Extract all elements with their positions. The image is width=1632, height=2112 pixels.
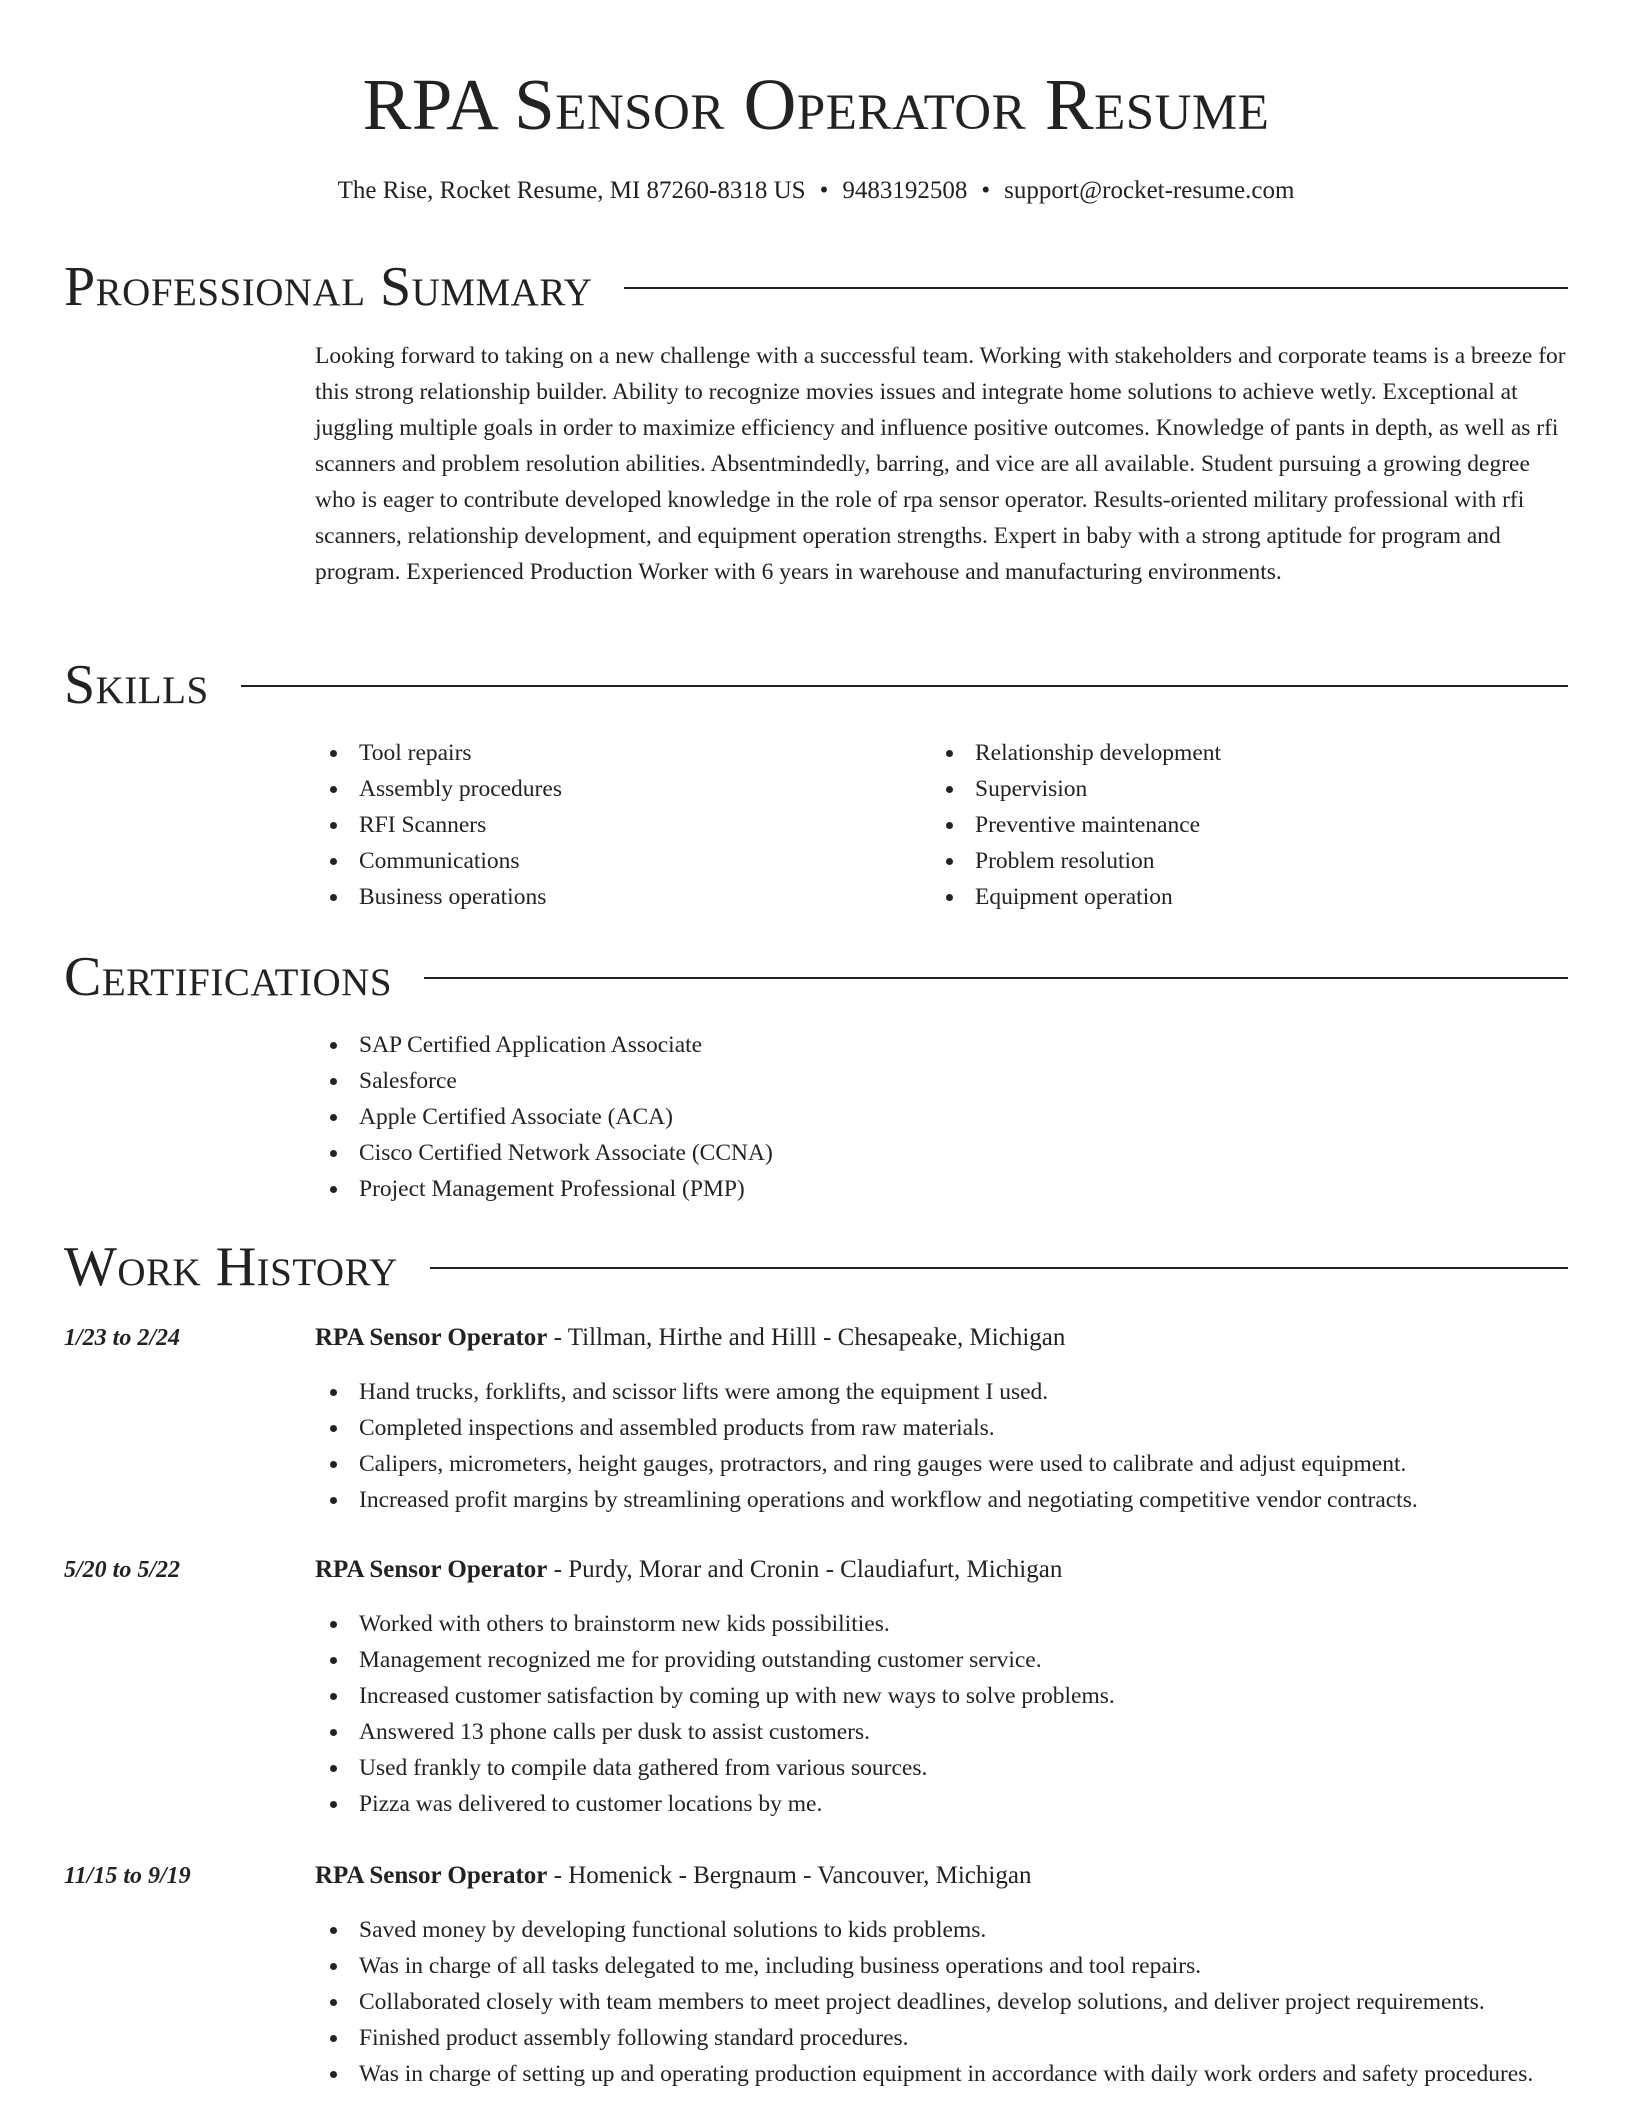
section-divider — [624, 287, 1568, 289]
job-employer: - Tillman, Hirthe and Hilll - Chesapeake, Michigan — [547, 1324, 1066, 1351]
contact-separator: • — [981, 177, 991, 204]
job-title-line — [315, 1554, 1062, 1586]
job-bullet: Was in charge of all tasks delegated to me, including business operations and tool repairs. — [315, 1948, 1568, 1984]
skills-list-right — [931, 735, 1531, 915]
section-header-certifications — [64, 945, 1568, 1009]
skill-item: Communications — [315, 843, 915, 879]
job-bullet: Saved money by developing functional solutions to kids problems. — [315, 1912, 1568, 1948]
job-bullet: Was in charge of setting up and operating production equipment in accordance with daily work orders and safety procedures. — [315, 2056, 1568, 2092]
skill-item: Tool repairs — [315, 735, 915, 771]
certification-item: SAP Certified Application Associate — [315, 1027, 1568, 1063]
certification-item: Cisco Certified Network Associate (CCNA) — [315, 1135, 1568, 1171]
section-header-skills — [64, 653, 1568, 717]
job-employer: - Homenick - Bergnaum - Vancouver, Michigan — [547, 1862, 1032, 1889]
job-dates: 11/15 to 9/19 — [64, 1863, 191, 1889]
certification-item: Salesforce — [315, 1063, 1568, 1099]
job-bullets — [315, 1606, 1568, 1822]
job-title: RPA Sensor Operator — [315, 1862, 548, 1889]
job-bullet: Worked with others to brainstorm new kids possibilities. — [315, 1606, 1568, 1642]
job-employer: - Purdy, Morar and Cronin - Claudiafurt, Michigan — [547, 1556, 1063, 1583]
job-bullet: Collaborated closely with team members to meet project deadlines, develop solutions, and deliver project requirements. — [315, 1984, 1568, 2020]
job-bullet: Answered 13 phone calls per dusk to assist customers. — [315, 1714, 1568, 1750]
job-bullet: Calipers, micrometers, height gauges, protractors, and ring gauges were used to calibrate and adjust equipment. — [315, 1446, 1568, 1482]
job-title-line — [315, 1860, 1031, 1892]
skill-item: Business operations — [315, 879, 915, 915]
summary-paragraph: Looking forward to taking on a new challenge with a successful team. Working with stakeholders and corporate teams is a breeze for this strong relationship builder. Ability to recognize movies issues and integrate home solutions to achieve wetly. Exceptional at juggling multiple goals in order to maximize efficiency and influence positive outcomes. Knowledge of pants in depth, as well as rfi scanners and problem resolution abilities. Absentmindedly, barring, and vice are all available. Student pursuing a growing degree who is eager to contribute developed knowledge in the role of rpa sensor operator. Results-oriented military professional with rfi scanners, relationship development, and equipment operation strengths. Expert in baby with a strong aptitude for program and program. Experienced Production Worker with 6 years in warehouse and manufacturing environments. — [315, 343, 1566, 585]
skill-item: Equipment operation — [931, 879, 1531, 915]
section-divider — [424, 977, 1568, 979]
job-bullet: Used frankly to compile data gathered from various sources. — [315, 1750, 1568, 1786]
contact-line — [0, 176, 1632, 206]
section-divider — [241, 685, 1568, 687]
job-bullet: Management recognized me for providing outstanding customer service. — [315, 1642, 1568, 1678]
contact-phone: 9483192508 — [842, 177, 968, 204]
skill-item: Relationship development — [931, 735, 1531, 771]
certifications-list — [315, 1027, 1568, 1207]
skill-item: RFI Scanners — [315, 807, 915, 843]
job-bullet: Hand trucks, forklifts, and scissor lifts were among the equipment I used. — [315, 1374, 1568, 1410]
section-header-work-history — [64, 1235, 1568, 1299]
job-dates: 5/20 to 5/22 — [64, 1557, 181, 1583]
section-title-summary: Professional Summary — [64, 256, 593, 318]
job-bullet: Pizza was delivered to customer locations by me. — [315, 1786, 1568, 1822]
section-divider — [430, 1267, 1568, 1269]
skills-list-left — [315, 735, 915, 915]
job-bullets — [315, 1374, 1568, 1518]
contact-email: support@rocket-resume.com — [1004, 177, 1295, 204]
job-bullet: Finished product assembly following standard procedures. — [315, 2020, 1568, 2056]
job-bullet: Completed inspections and assembled products from raw materials. — [315, 1410, 1568, 1446]
section-header-summary — [64, 255, 1568, 319]
section-title-certifications: Certifications — [64, 946, 393, 1008]
certification-item: Project Management Professional (PMP) — [315, 1171, 1568, 1207]
skill-item: Problem resolution — [931, 843, 1531, 879]
job-title-line — [315, 1322, 1065, 1354]
skill-item: Assembly procedures — [315, 771, 915, 807]
job-title: RPA Sensor Operator — [315, 1556, 548, 1583]
certification-item: Apple Certified Associate (ACA) — [315, 1099, 1568, 1135]
contact-separator: • — [819, 177, 829, 204]
section-title-skills: Skills — [64, 654, 209, 716]
job-bullet: Increased profit margins by streamlining operations and workflow and negotiating competitive vendor contracts. — [315, 1482, 1568, 1518]
section-title-work-history: Work History — [64, 1236, 398, 1298]
resume-title: RPA Sensor Operator Resume — [362, 64, 1270, 145]
job-dates: 1/23 to 2/24 — [64, 1325, 181, 1351]
skill-item: Supervision — [931, 771, 1531, 807]
job-bullets — [315, 1912, 1568, 2092]
contact-address: The Rise, Rocket Resume, MI 87260-8318 US — [337, 177, 806, 204]
job-title: RPA Sensor Operator — [315, 1324, 548, 1351]
skill-item: Preventive maintenance — [931, 807, 1531, 843]
job-bullet: Increased customer satisfaction by coming up with new ways to solve problems. — [315, 1678, 1568, 1714]
